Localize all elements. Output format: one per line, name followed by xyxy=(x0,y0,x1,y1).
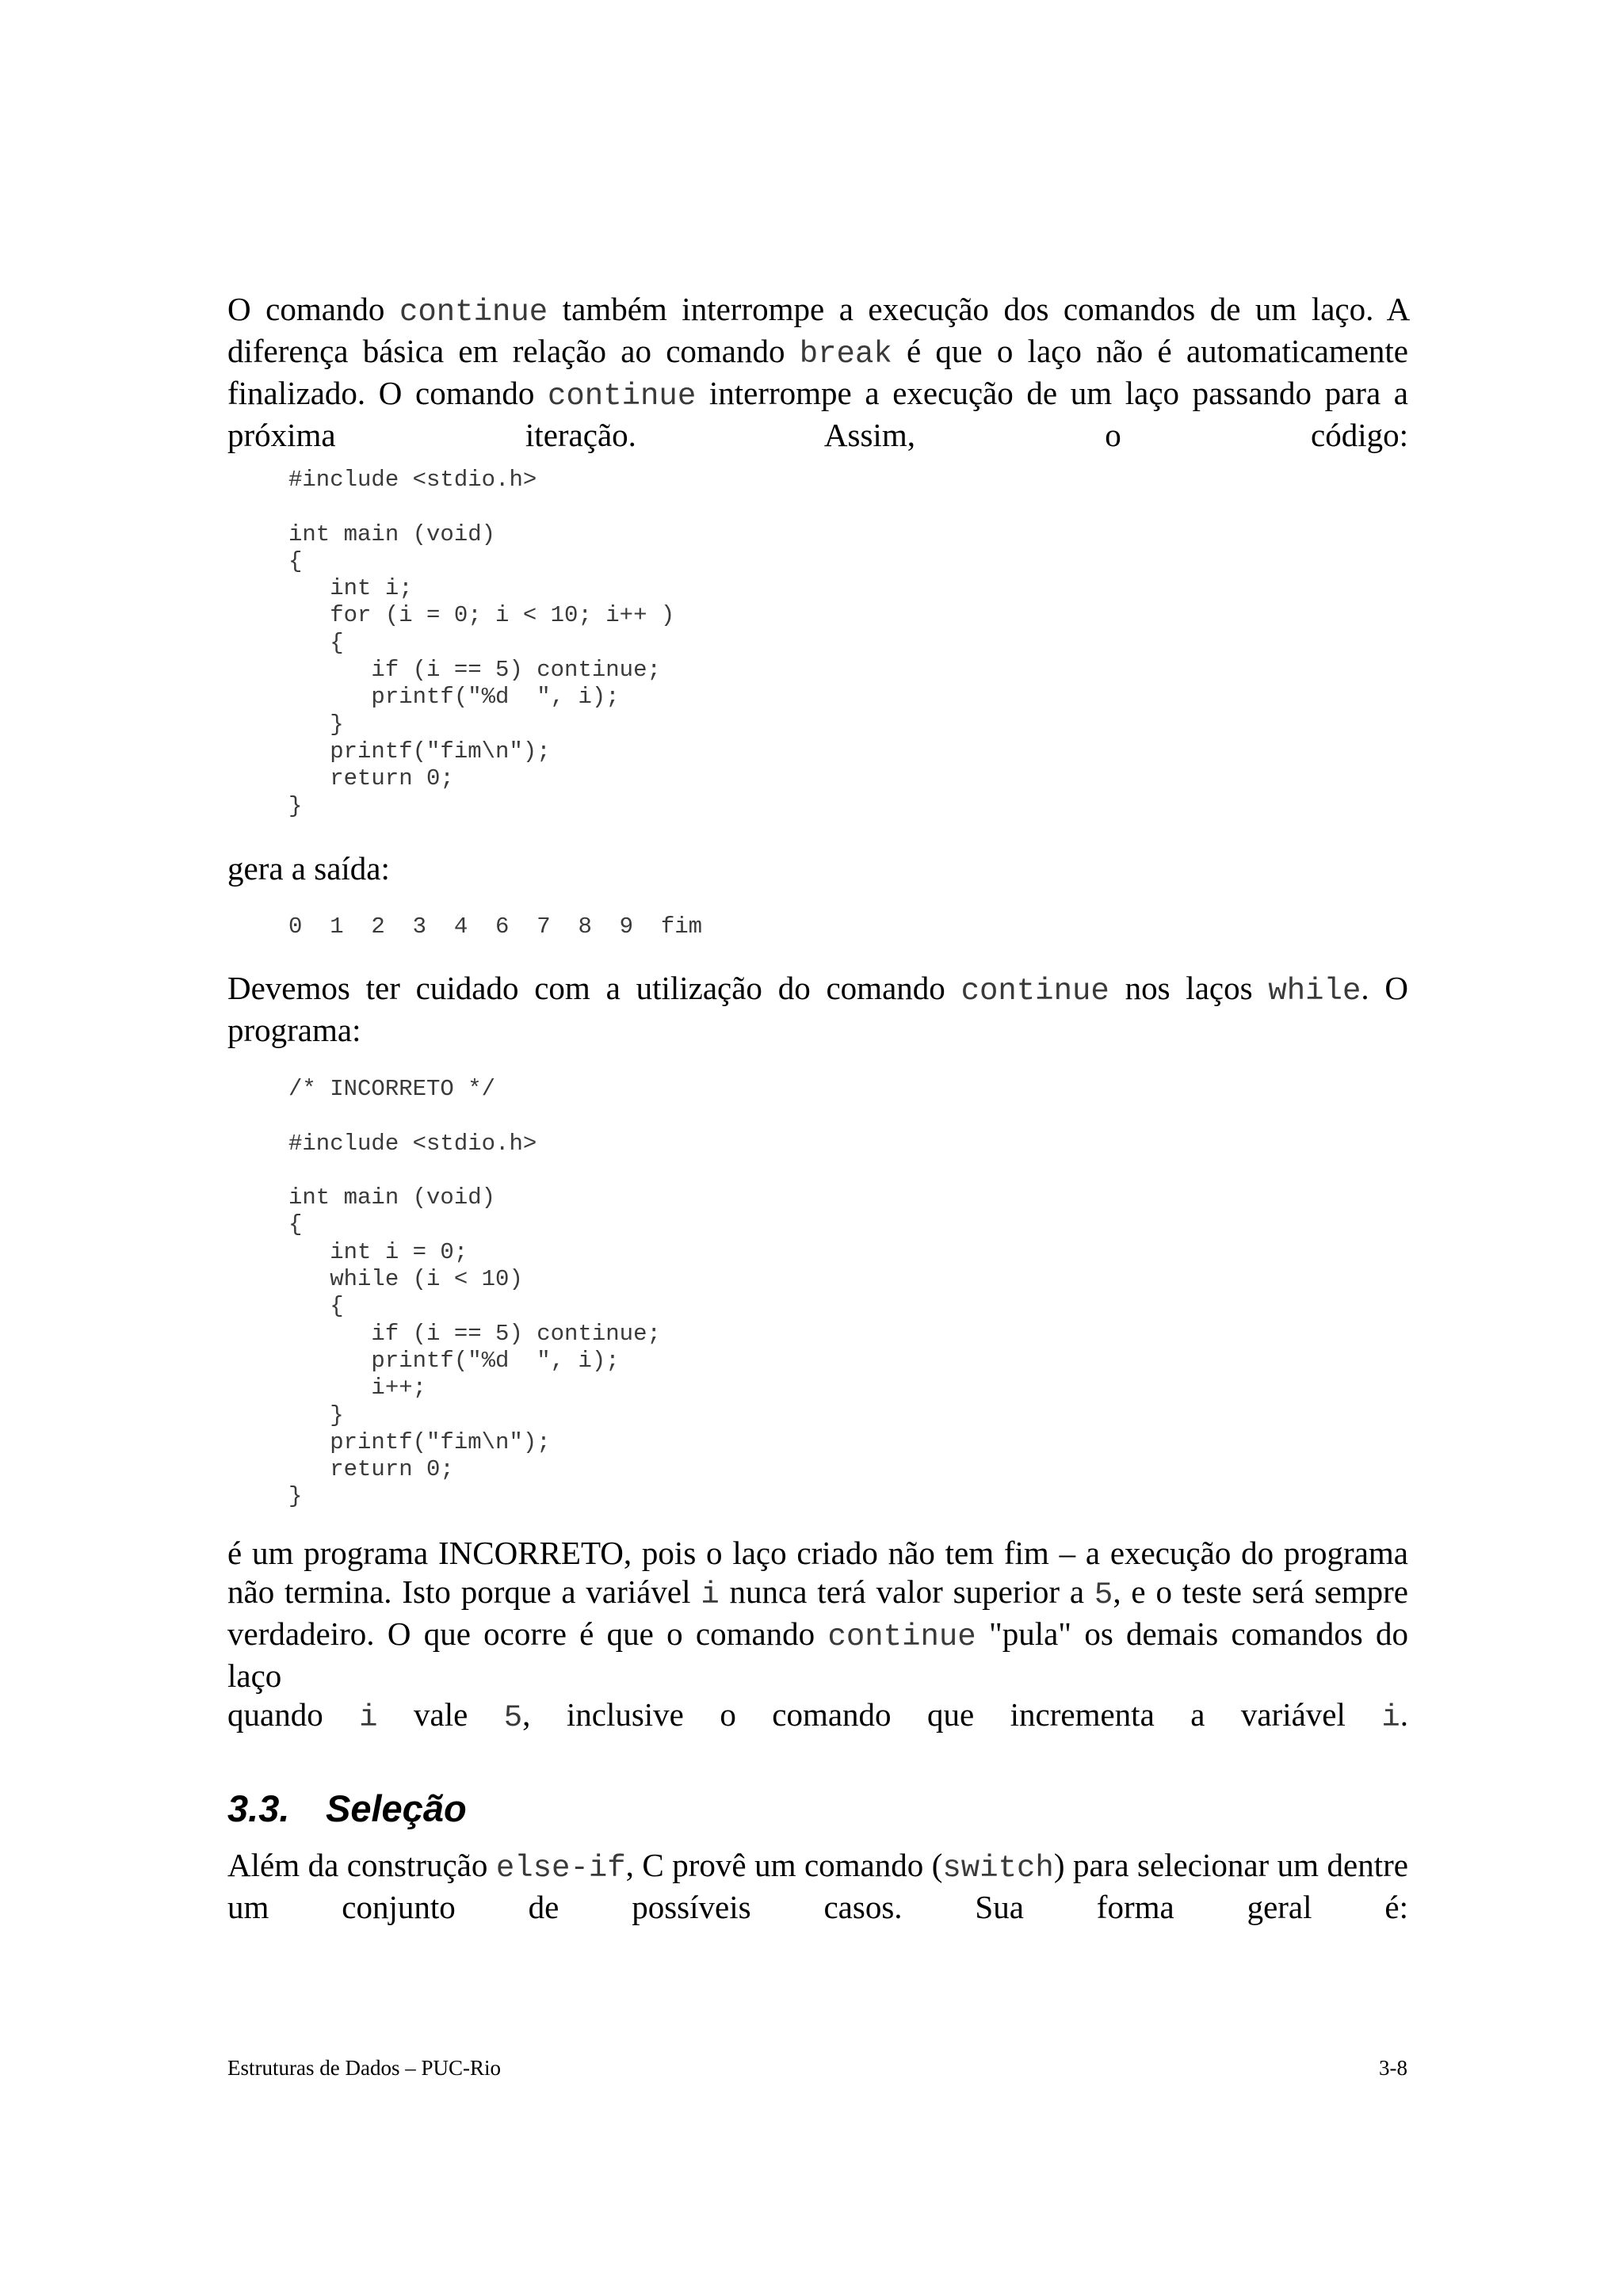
text-run: nos laços xyxy=(1109,970,1269,1006)
text-run: é que o laço não é automaticamente xyxy=(892,333,1408,369)
text-line xyxy=(227,375,1408,414)
inline-code: continue xyxy=(399,295,548,330)
text-line xyxy=(227,1615,1408,1694)
inline-code: i xyxy=(701,1577,720,1612)
inline-code: 5 xyxy=(1094,1577,1113,1612)
text-run: ) para selecionar um dentre xyxy=(1053,1847,1408,1883)
text-line: um conjunto de possíveis casos. Sua forma geral é: xyxy=(227,1889,1408,1925)
paragraph-incorrect-explanation xyxy=(227,1534,1408,1737)
text-line: programa: xyxy=(227,1012,361,1048)
paragraph-continue-intro xyxy=(227,290,1408,455)
text-run: O comando xyxy=(227,291,399,327)
text-run: também interrompe a execução dos comandos de um laço. A xyxy=(548,291,1408,327)
paragraph-output-intro: gera a saída: xyxy=(227,850,390,887)
text-run: vale xyxy=(377,1696,504,1733)
text-run: interrompe a execução de um laço passando para a xyxy=(696,375,1408,411)
inline-code: i xyxy=(359,1700,378,1735)
text-run: finalizado. O comando xyxy=(227,375,548,411)
text-line: é um programa INCORRETO, pois o laço criado não tem fim – a execução do programa xyxy=(227,1535,1408,1571)
text-line xyxy=(227,333,1408,372)
code-block-while-loop: /* INCORRETO */ #include <stdio.h> int main (void) { int i = 0; while (i < 10) { if (i == 5) continue; printf("%d ", i); i++; } printf("fim\n"); return 0; } xyxy=(288,1076,661,1510)
section-title: Seleção xyxy=(326,1787,467,1829)
footer-title: Estruturas de Dados – PUC-Rio xyxy=(227,2056,501,2080)
inline-code: while xyxy=(1268,974,1361,1009)
text-line xyxy=(227,1695,1408,1737)
page-number: 3-8 xyxy=(1379,2056,1407,2080)
inline-code: switch xyxy=(942,1851,1054,1886)
text-line xyxy=(227,291,1408,330)
text-line xyxy=(227,1573,1408,1610)
program-output: 0 1 2 3 4 6 7 8 9 fim xyxy=(288,913,703,940)
inline-code: 5 xyxy=(503,1700,523,1735)
text-run: . xyxy=(1400,1696,1408,1733)
inline-code: continue xyxy=(548,379,697,414)
text-run: Além da construção xyxy=(227,1847,496,1883)
text-line: próxima iteração. Assim, o código: xyxy=(227,417,1408,453)
text-run: , e o teste será sempre xyxy=(1113,1573,1409,1610)
inline-code: continue xyxy=(827,1619,976,1654)
inline-code: continue xyxy=(960,974,1109,1009)
text-run: nunca terá valor superior a xyxy=(719,1573,1094,1610)
section-heading xyxy=(227,1787,467,1831)
paragraph-while-warning xyxy=(227,969,1408,1050)
text-run: "pula" os demais comandos do laço xyxy=(227,1615,1408,1694)
section-number: 3.3. xyxy=(227,1787,290,1829)
inline-code: else-if xyxy=(495,1851,626,1886)
code-block-for-loop: #include <stdio.h> int main (void) { int i; for (i = 0; i < 10; i++ ) { if (i == 5) continue; printf("%d ", i); } printf("fim\n"); return 0; } xyxy=(288,467,675,819)
text-line xyxy=(227,970,1409,1009)
inline-code: i xyxy=(1381,1700,1400,1735)
paragraph-switch-intro xyxy=(227,1846,1408,1927)
text-line xyxy=(227,1847,1408,1886)
text-run: , inclusive o comando que incrementa a variável xyxy=(522,1696,1382,1733)
inline-code: break xyxy=(799,337,892,372)
text-run: Devemos ter cuidado com a utilização do comando xyxy=(227,970,961,1006)
text-run: quando xyxy=(227,1696,360,1733)
text-run: não termina. Isto porque a variável xyxy=(227,1573,701,1610)
text-run: verdadeiro. O que ocorre é que o comando xyxy=(227,1615,828,1652)
text-run: diferença básica em relação ao comando xyxy=(227,333,800,369)
text-run: , C provê um comando ( xyxy=(625,1847,943,1883)
text-run: . O xyxy=(1361,970,1409,1006)
